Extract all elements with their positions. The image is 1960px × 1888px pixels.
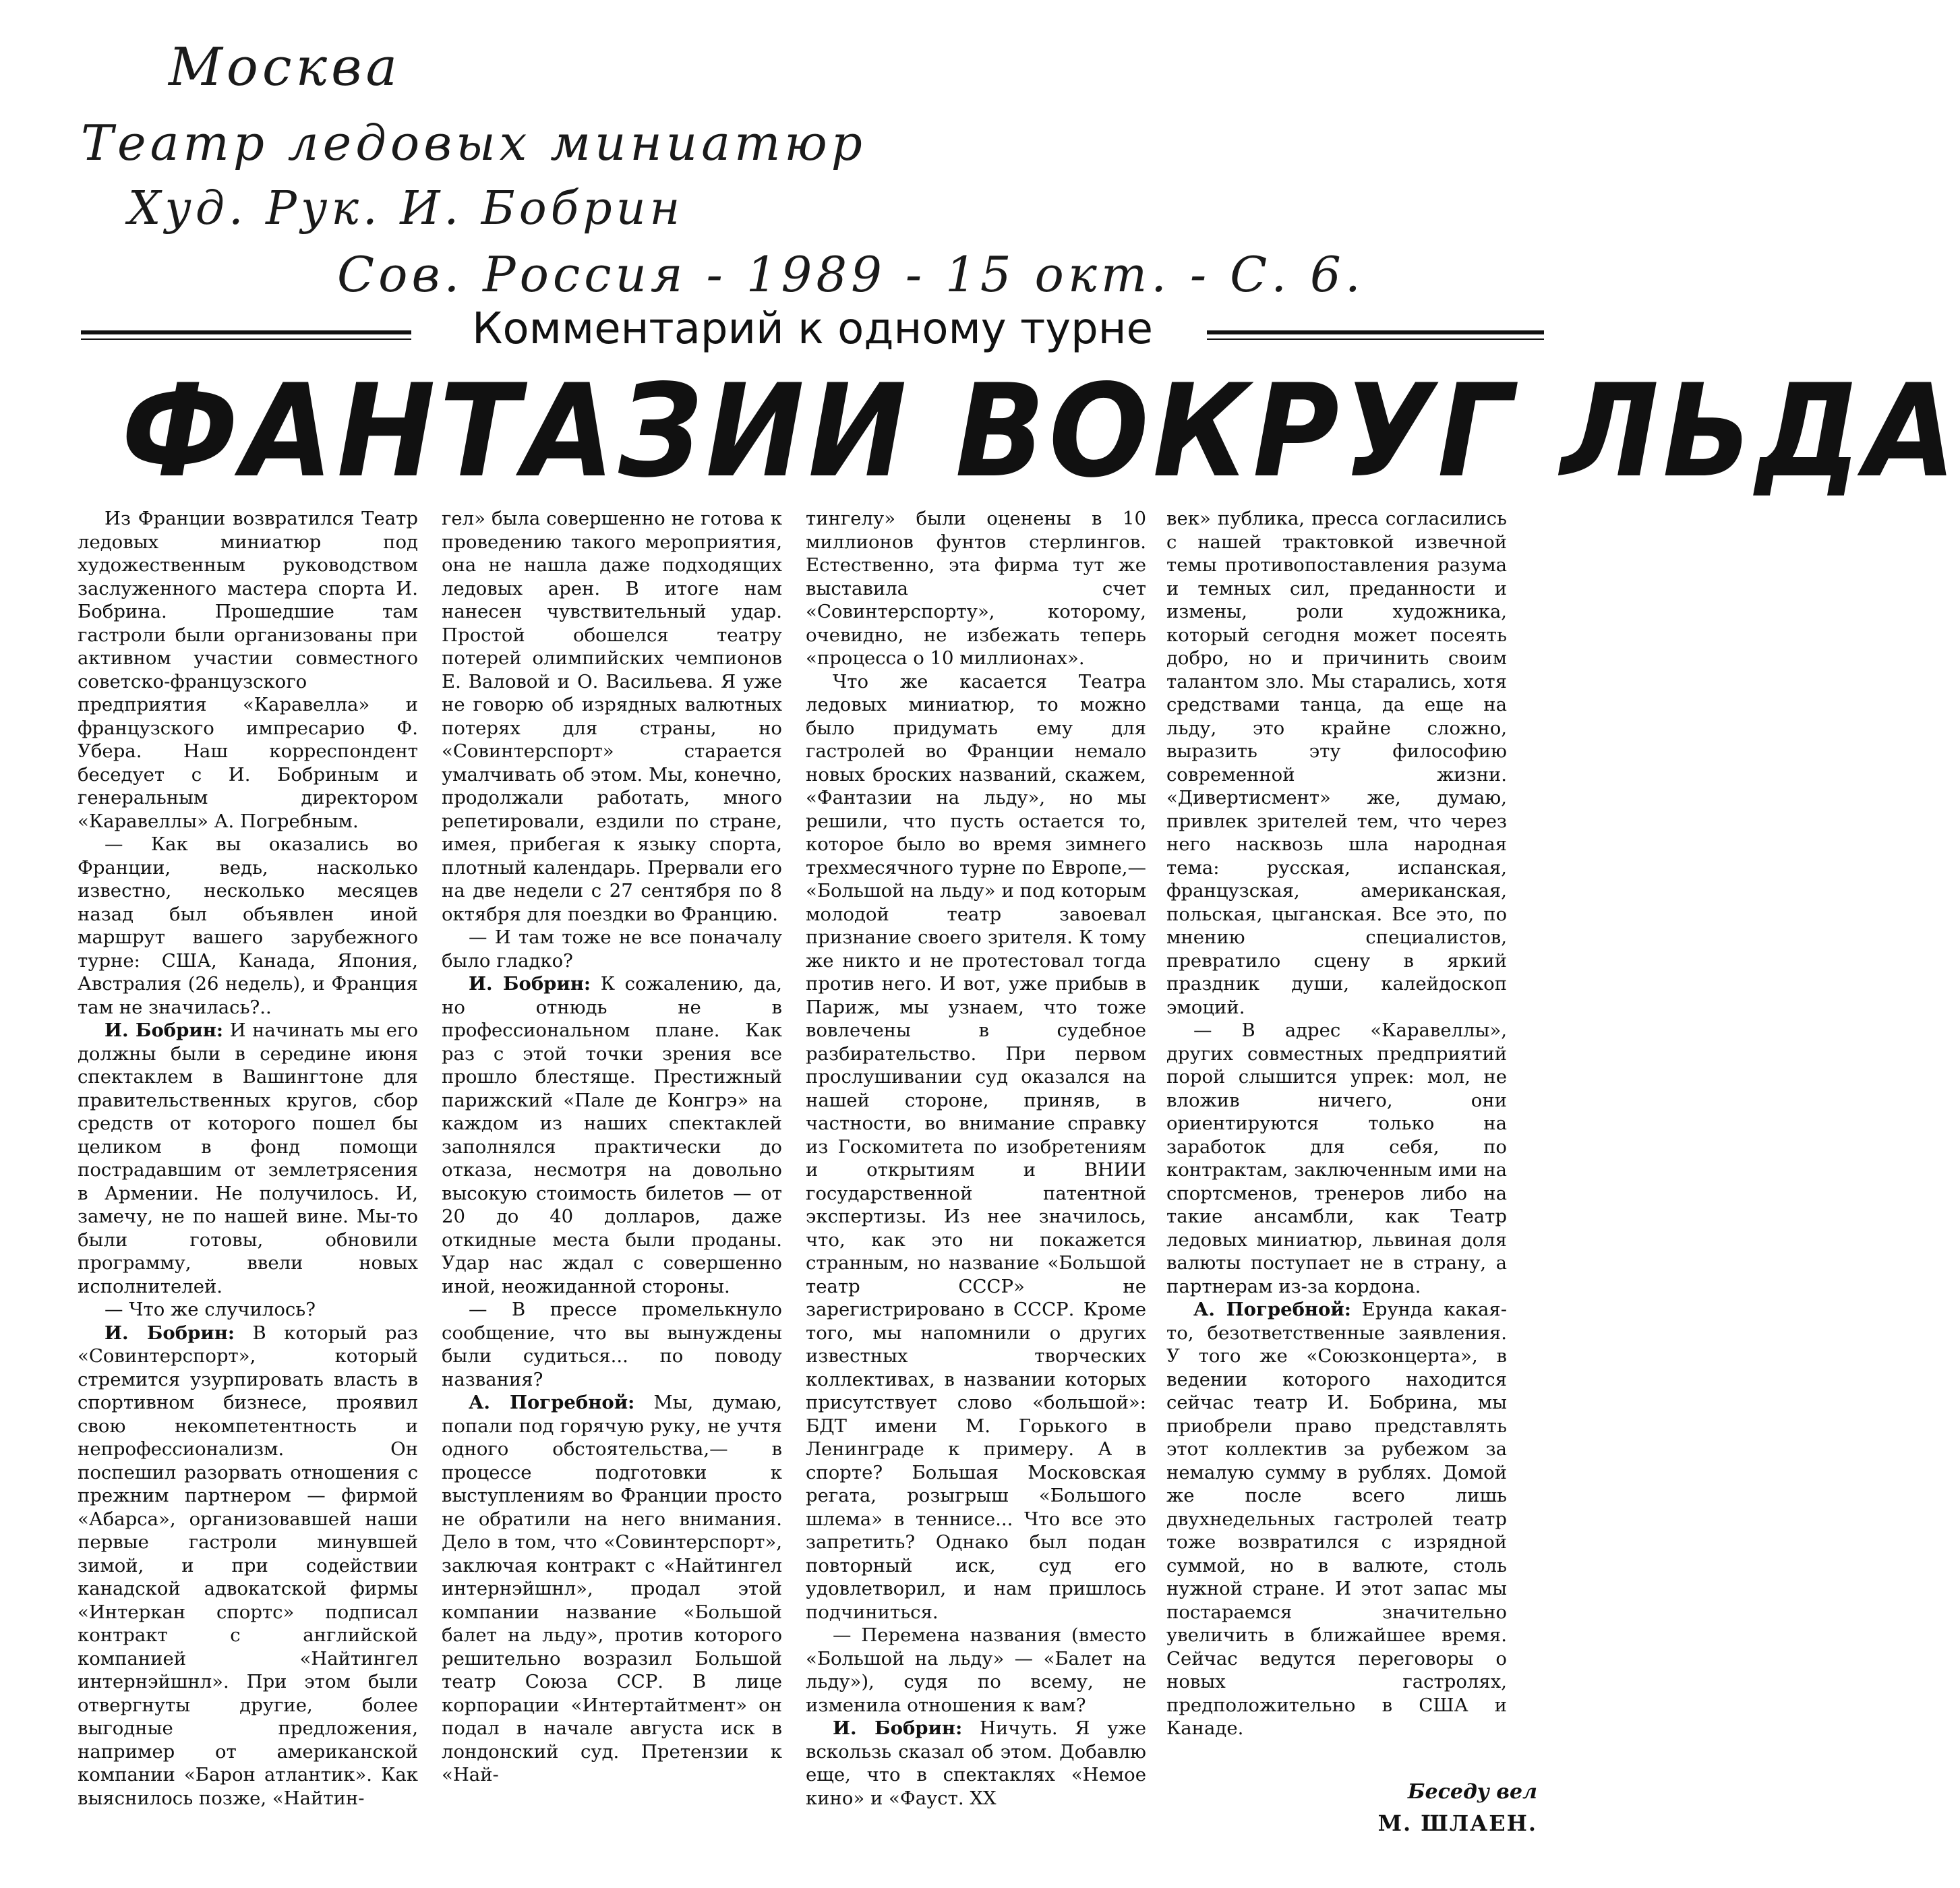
paragraph: гел» была совершенно не готова к проведению такого мероприятия, она не нашла даже подходящих ледовых арен. В итоге нам нанесен чувствительный удар. Простой обошелся театру потерей олимпийских чемпионов Е. Валовой и О. Васильева. Я уже не говорю об изрядных валютных потерях для страны, но «Совинтерспорт» старается умалчивать об этом. Мы, конечно, продолжали работать, много репетировали, ездили по стране, имея, прибегая к языку спорта, плотный календарь. Прервали его на две недели с 27 сентября по 8 октября для поездки во Францию. — [442, 508, 782, 925]
paragraph-text: И начинать мы его должны были в середине июня спектаклем в Вашингтоне для правительственных кругов, сбор средств от которого пошел бы целиком в фонд помощи пострадавшим от землетрясения в Армении. Не получилось. И, замечу, не по нашей вине. Мы-то были готовы, обновили программу, ввели новых исполнителей. — [78, 1020, 419, 1297]
paragraph — [442, 972, 782, 1298]
handwritten-theatre-note: Театр ледовых миниатюр — [81, 115, 866, 171]
article-column-2 — [442, 507, 782, 1787]
speaker-label: И. Бобрин: — [105, 1322, 235, 1344]
article-column-1 — [78, 507, 418, 1810]
paragraph-text: Ерунда какая-то, безответственные заявления. У того же «Союзконцерта», в ведении которого находится сейчас театр И. Бобрина, мы приобрели право представлять этот коллектив за рубежом за немалую сумму в рублях. Домой же после всего лишь двухнедельных гастролей театр тоже возвратился с изрядной суммой, но в валюте, столь нужной стране. И этот запас мы постараемся значительно увеличить в ближайшее время. Сейчас ведутся переговоры о новых гастролях, предположительно в США и Канаде. — [1166, 1299, 1508, 1739]
paragraph: — В адрес «Каравеллы», других совместных предприятий порой слышится упрек: мол, не вложив ничего, они ориентируются только на заработок для себя, по контрактам, заключенным ими на спортсменов, тренеров либо на такие ансамбли, как Театр ледовых миниатюр, львиная доля валюты поступает не в страну, а партнерам из-за кордона. — [1166, 1020, 1507, 1297]
paragraph: тингелу» были оценены в 10 миллионов фунтов стерлингов. Естественно, эта фирма тут же выставила счет «Совинтерспорту», которому, очевидно, не избежать теперь «процесса о 10 миллионах». — [806, 508, 1146, 669]
paragraph: — Перемена названия (вместо «Большой на льду» — «Балет на льду»), судя по всему, не изменила отношения к вам? — [806, 1624, 1146, 1716]
paragraph: Что же касается Театра ледовых миниатюр, то можно было придумать ему для гастролей во Франции немало новых броских названий, скажем, «Фантазии на льду», но мы решили, что пусть остается то, которое было во время зимнего трехмесячного турне по Европе,— «Большой на льду» и под которым молодой театр завоевал признание своего зрителя. К тому же никто и не протестовал тогда против него. И вот, уже прибыв в Париж, мы узнаем, что тоже вовлечены в судебное разбирательство. При первом прослушивании суд оказался на нашей стороне, приняв, в частности, во внимание справку из Госкомитета по изобретениям и открытиям и ВНИИ государственной патентной экспертизы. Из нее значилось, что, как это ни покажется странным, но название «Большой театр СССР» не зарегистрировано в СССР. Кроме того, мы напомнили о других известных творческих коллективах, в названии которых присутствует слово «большой»: БДТ имени М. Горького в Ленинграде к примеру. А в спорте? Большая Московская регата, розыгрыш «Большого шлема» в теннисе... Что все это запретить? Однако был подан повторный иск, суд его удовлетворил, и нам пришлось подчиниться. — [806, 670, 1146, 1623]
speaker-label: И. Бобрин: — [469, 973, 591, 995]
paragraph — [78, 1019, 418, 1298]
byline — [1295, 1780, 1537, 1836]
paragraph-text: Мы, думаю, попали под горячую руку, не учтя одного обстоятельства,— в процессе подготовки к выступлениям во Франции просто не обратили на него внимания. Дело в том, что «Совинтерспорт», заключая контракт с «Найтингел интернэйшнл», продал этой компании название «Большой балет на льду», против которого решительно возразил Большой театр Союза ССР. В лице корпорации «Интертайтмент» он подал в начале августа иск в лондонский суд. Претензии к «Най- — [442, 1392, 782, 1786]
paragraph — [78, 1322, 418, 1810]
article-kicker: Комментарий к одному турне — [472, 304, 1153, 354]
article-headline: ФАНТАЗИИ ВОКРУГ ЛЬДА — [121, 357, 1960, 506]
paragraph: — Как вы оказались во Франции, ведь, насколько известно, несколько месяцев назад был объявлен иной маршрут вашего зарубежного турне: США, Канада, Япония, Австралия (26 недель), и Франция там не значилась?.. — [78, 833, 418, 1018]
article-column-4 — [1166, 507, 1507, 1740]
paragraph: век» публика, пресса согласились с нашей трактовкой извечной темы противопоставления разума и темных сил, преданности и измены, роли художника, который сегодня может посеять добро, но и причинить своим талантом зло. Мы старались, хотя средствами танца, да еще на льду, это крайне сложно, выразить эту философию современной жизни. «Дивертисмент» же, думаю, привлек зрителей тем, что через него насквозь шла народная тема: русская, испанская, французская, американская, польская, цыганская. Все это, по мнению специалистов, превратило сцену в яркий праздник души, калейдоскоп эмоций. — [1166, 508, 1507, 1018]
article-column-3 — [806, 507, 1146, 1810]
handwritten-director-note: Худ. Рук. И. Бобрин — [128, 182, 684, 235]
paragraph: — В прессе промелькнуло сообщение, что вы вынуждены были судиться... по поводу названия? — [442, 1299, 782, 1390]
kicker-rule-right — [1207, 330, 1544, 334]
paragraph — [442, 1391, 782, 1787]
paragraph — [1166, 1298, 1507, 1740]
speaker-label: А. Погребной: — [469, 1392, 635, 1413]
paragraph: Из Франции возвратился Театр ледовых миниатюр под художественным руководством заслуженного мастера спорта И. Бобрина. Прошедшие там гастроли были организованы при активном участии совместного советско-французского предприятия «Каравелла» и французского импресарио Ф. Убера. Наш корреспондент беседует с И. Бобриным и генеральным директором «Каравеллы» А. Погребным. — [78, 508, 418, 832]
handwritten-source-note: Сов. Россия - 1989 - 15 окт. - С. 6. — [337, 246, 1365, 303]
kicker-rule-left — [81, 330, 411, 334]
byline-author: М. ШЛАЕН. — [1377, 1810, 1537, 1836]
paragraph: — Что же случилось? — [105, 1299, 316, 1320]
speaker-label: И. Бобрин: — [833, 1717, 963, 1739]
paragraph-text: В который раз «Совинтерспорт», который стремится узурпировать власть в спортивном бизнесе, проявил свою некомпетентность и непрофессионализм. Он поспешил разорвать отношения с прежним партнером — фирмой «Абарса», организовавшей наши первые гастроли минувшей зимой, и при содействии канадской адвокатской фирмы «Интеркан спортс» подписал контракт с английской компанией «Найтингел интернэйшнл». При этом были отвергнуты другие, более выгодные предложения, например от американской компании «Барон атлантик». Как выяснилось позже, «Найтин- — [78, 1322, 419, 1809]
paragraph: — И там тоже не все поначалу было гладко? — [442, 926, 782, 972]
speaker-label: И. Бобрин: — [105, 1020, 224, 1041]
speaker-label: А. Погребной: — [1193, 1299, 1351, 1320]
paragraph — [806, 1717, 1146, 1810]
kicker-row — [81, 302, 1544, 356]
handwritten-city-note: Москва — [169, 37, 401, 98]
byline-label: Беседу вел — [1407, 1780, 1537, 1804]
paragraph-text: К сожалению, да, но отнюдь не в профессиональном плане. Как раз с этой точки зрения все прошло блестяще. Престижный парижский «Пале де Конгрэ» на каждом из наших спектаклей заполнялся практически до отказа, несмотря на довольно высокую стоимость билетов — от 20 до 40 долларов, даже откидные места были проданы. Удар нас ждал с совершенно иной, неожиданной стороны. — [442, 973, 783, 1297]
paragraph-text: Ничуть. Я уже вскользь сказал об этом. Добавлю еще, что в спектаклях «Немое кино» и «Фауст. XX — [806, 1717, 1146, 1809]
